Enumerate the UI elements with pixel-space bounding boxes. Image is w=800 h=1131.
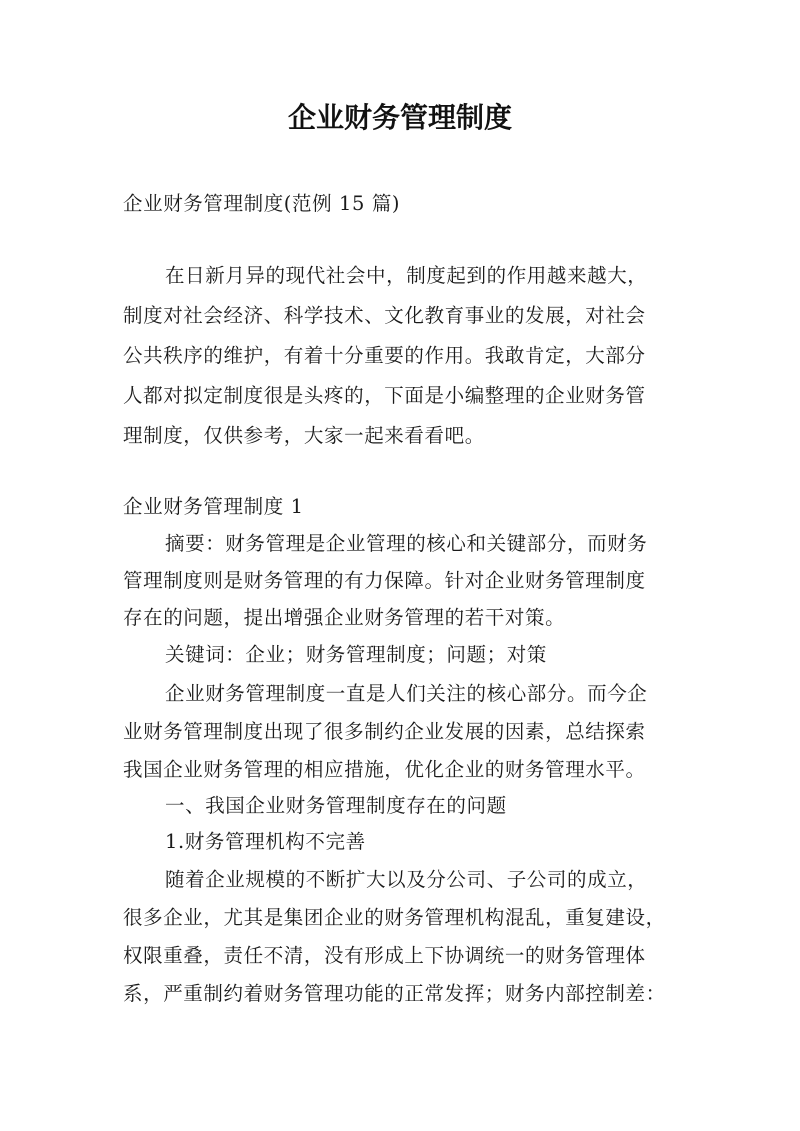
body-line: 企业财务管理制度一直是人们关注的核心部分。而今企 [165,682,648,705]
abstract-line: 管理制度则是财务管理的有力保障。针对企业财务管理制度 [123,569,646,592]
document-subtitle: 企业财务管理制度(范例 15 篇) [123,192,401,215]
heading-1-1: 1.财务管理机构不完善 [165,830,366,853]
heading-1: 一、我国企业财务管理制度存在的问题 [165,794,507,817]
paragraph-line: 系，严重制约着财务管理功能的正常发挥；财务内部控制差： [123,982,666,1005]
document-title: 企业财务管理制度 [287,101,512,134]
intro-line: 人都对拟定制度很是头疼的，下面是小编整理的企业财务管 [123,384,646,407]
intro-line: 理制度，仅供参考，大家一起来看看吧。 [123,424,485,447]
keywords-line: 关键词：企业；财务管理制度；问题；对策 [165,643,547,666]
abstract-line: 存在的问题，提出增强企业财务管理的若干对策。 [123,606,566,629]
paragraph-line: 权限重叠，责任不清，没有形成上下协调统一的财务管理体 [123,944,646,967]
intro-line: 制度对社会经济、科学技术、文化教育事业的发展，对社会 [123,304,646,327]
abstract-line: 摘要：财务管理是企业管理的核心和关键部分，而财务 [165,532,648,555]
body-line: 我国企业财务管理的相应措施，优化企业的财务管理水平。 [123,758,646,781]
intro-line: 在日新月异的现代社会中，制度起到的作用越来越大， [165,264,648,287]
paragraph-line: 随着企业规模的不断扩大以及分公司、子公司的成立， [165,868,648,891]
section-heading: 企业财务管理制度 1 [123,495,304,518]
body-line: 业财务管理制度出现了很多制约企业发展的因素，总结探索 [123,720,646,743]
intro-line: 公共秩序的维护，有着十分重要的作用。我敢肯定，大部分 [123,344,646,367]
paragraph-line: 很多企业，尤其是集团企业的财务管理机构混乱，重复建设， [123,906,666,929]
